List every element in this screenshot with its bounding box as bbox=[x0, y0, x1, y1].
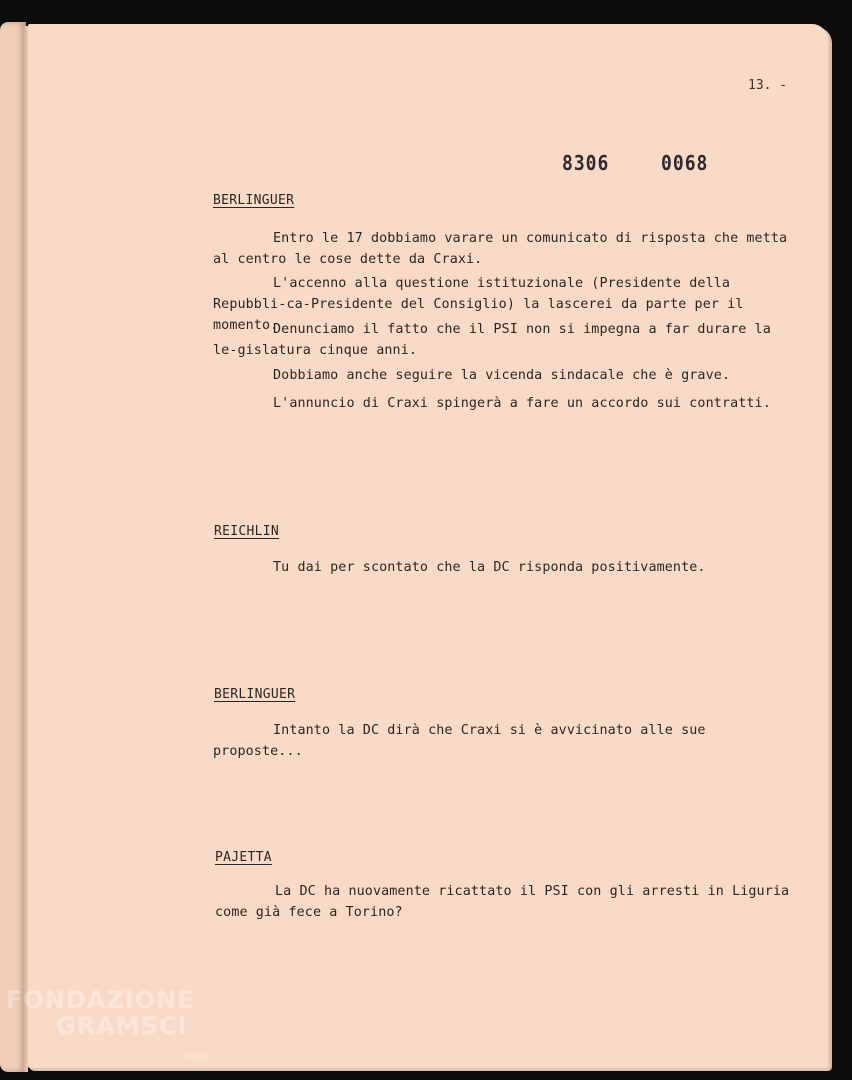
watermark-line-2: GRAMSCI bbox=[56, 1012, 188, 1040]
paragraph: Dobbiamo anche seguire la vicenda sindacale che è grave. bbox=[273, 368, 731, 383]
page-number: 13. - bbox=[748, 78, 788, 93]
paragraph: L'annuncio di Craxi spingerà a fare un accordo sui contratti. bbox=[273, 396, 771, 411]
speaker-label: BERLINGUER bbox=[213, 193, 295, 208]
watermark-line-1: FONDAZIONE bbox=[6, 986, 195, 1014]
fondazione-gramsci-watermark bbox=[6, 986, 209, 1063]
paragraph: La DC ha nuovamente ricattato il PSI con gli arresti in Liguria come già fece a Torino? bbox=[215, 884, 790, 920]
archive-stamp-number: 8306 0068 bbox=[562, 151, 709, 176]
paragraph: Intanto la DC dirà che Craxi si è avvicinato alle sue proposte... bbox=[213, 723, 706, 759]
paragraph: L'accenno alla questione istituzionale (Presidente della Repubbli-ca-Presidente del Consiglio) la lascerei da parte per il momento. bbox=[213, 276, 744, 333]
speaker-label: PAJETTA bbox=[215, 850, 272, 865]
watermark-line-3: onlus bbox=[182, 1052, 209, 1063]
paragraph: Denunciamo il fatto che il PSI non si impegna a far durare la le-gislatura cinque anni. bbox=[213, 322, 771, 358]
speaker-label: REICHLIN bbox=[214, 524, 280, 539]
paragraph: Entro le 17 dobbiamo varare un comunicato di risposta che metta al centro le cose dette da Craxi. bbox=[213, 231, 788, 267]
paragraph: Tu dai per scontato che la DC risponda positivamente. bbox=[273, 560, 706, 575]
speaker-label: BERLINGUER bbox=[214, 687, 296, 702]
